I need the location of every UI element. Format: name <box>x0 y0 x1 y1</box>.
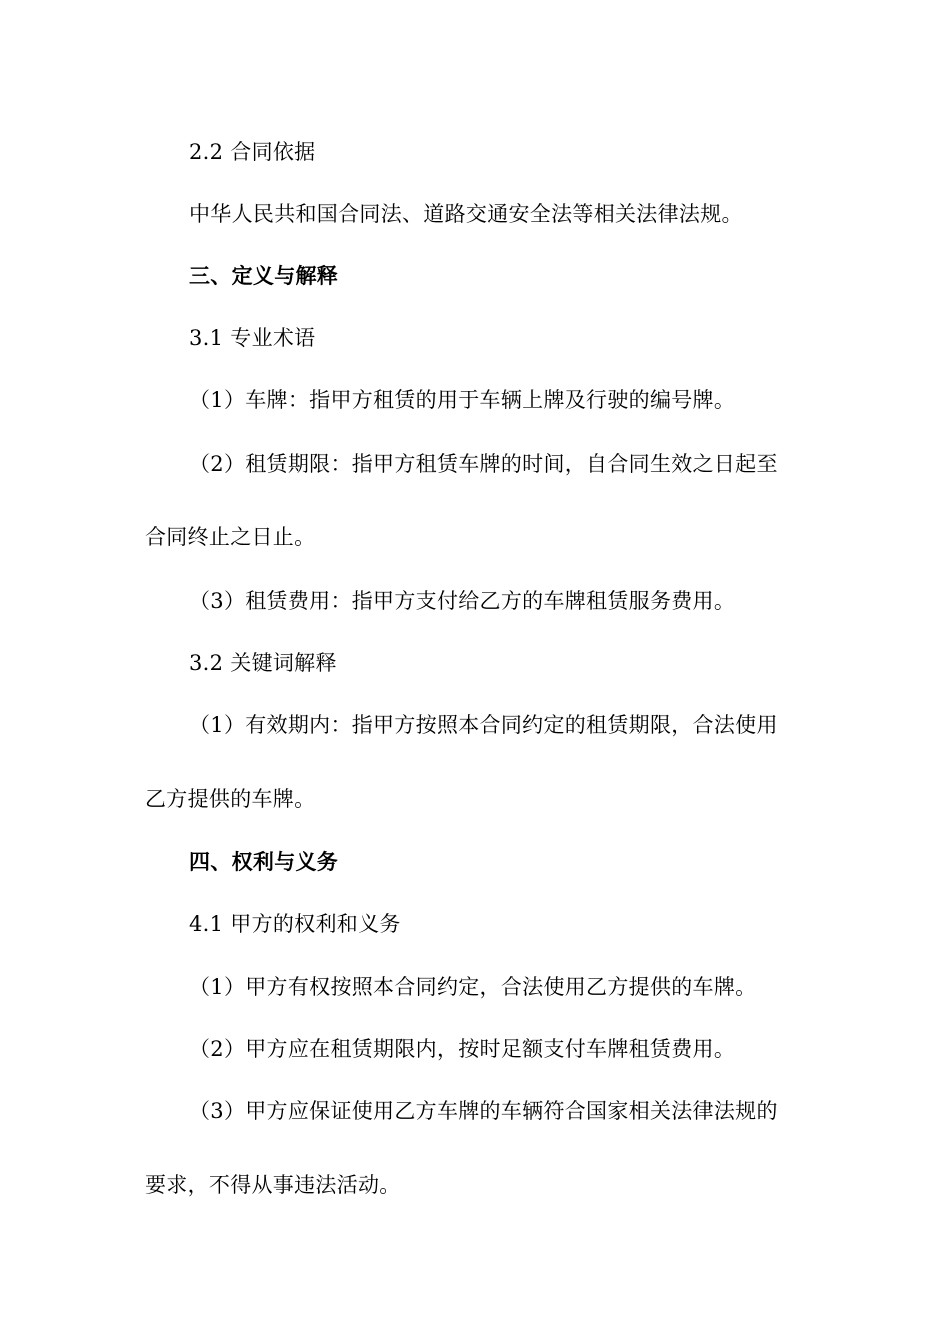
list-item-text: （3）甲方应保证使用乙方车牌的车辆符合国家相关法律法规的 <box>189 1099 778 1123</box>
subsection-heading-2-2: 2.2 合同依据 <box>189 140 316 164</box>
list-item-text: （3）租赁费用：指甲方支付给乙方的车牌租赁服务费用。 <box>189 589 736 613</box>
paragraph-text: 中华人民共和国合同法、道路交通安全法等相关法律法规。 <box>189 202 743 226</box>
list-item-text: （1）有效期内：指甲方按照本合同约定的租赁期限，合法使用 <box>189 713 778 737</box>
list-item-continuation: 要求，不得从事违法活动。 <box>145 1173 401 1197</box>
subsection-heading-3-2: 3.2 关键词解释 <box>189 651 337 675</box>
subsection-heading-4-1: 4.1 甲方的权利和义务 <box>189 912 401 936</box>
list-item-text: （2）租赁期限：指甲方租赁车牌的时间，自合同生效之日起至 <box>189 452 778 476</box>
list-item-text: （1）甲方有权按照本合同约定，合法使用乙方提供的车牌。 <box>189 975 757 999</box>
list-item-continuation: 乙方提供的车牌。 <box>145 787 316 811</box>
section-heading-4: 四、权利与义务 <box>189 849 339 874</box>
subsection-heading-3-1: 3.1 专业术语 <box>189 326 316 350</box>
list-item-continuation: 合同终止之日止。 <box>145 525 316 549</box>
section-heading-3: 三、定义与解释 <box>189 263 339 288</box>
list-item-text: （1）车牌：指甲方租赁的用于车辆上牌及行驶的编号牌。 <box>189 388 736 412</box>
list-item-text: （2）甲方应在租赁期限内，按时足额支付车牌租赁费用。 <box>189 1037 736 1061</box>
